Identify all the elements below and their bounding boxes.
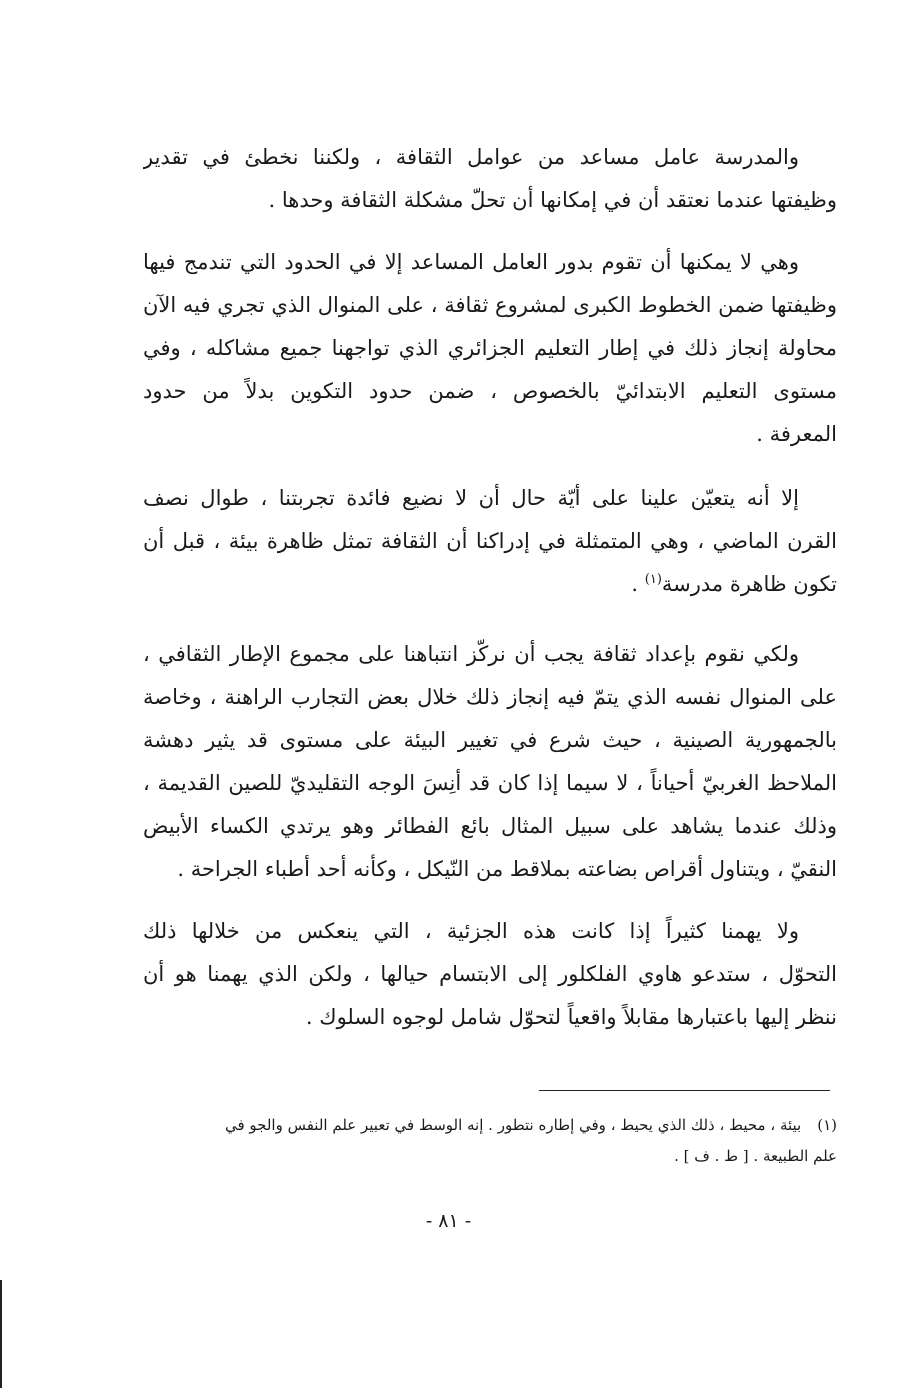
text-line: ننظر إليها باعتبارها مقابلاً واقعياً لتحوّل شامل لوجوه السلوك . xyxy=(305,1005,837,1029)
footnote-reference[interactable]: (١) xyxy=(644,572,662,587)
footnote-marker: (١) xyxy=(817,1116,837,1134)
text-line: وظيفتها ضمن الخطوط الكبرى لمشروع ثقافة ، على المنوال الذي تجري فيه الآن xyxy=(143,293,837,317)
paragraph-4 xyxy=(143,633,837,891)
text-line: النقيّ ، ويتناول أقراص بضاعته بملاقط من النّيكل ، وكأنه أحد أطباء الجراحة . xyxy=(177,857,837,881)
footnote xyxy=(143,1110,837,1172)
text-line: ولا يهمنا كثيراً إذا كانت هذه الجزئية ، التي ينعكس من خلالها ذلك xyxy=(143,919,799,943)
paragraph-2 xyxy=(143,241,837,456)
scan-edge-line xyxy=(0,1280,2,1388)
text-line: والمدرسة عامل مساعد من عوامل الثقافة ، ولكننا نخطئ في تقدير xyxy=(143,145,799,169)
text-fragment: . xyxy=(631,572,645,596)
text-line xyxy=(143,563,837,606)
text-line: مستوى التعليم الابتدائيّ بالخصوص ، ضمن حدود التكوين بدلاً من حدود xyxy=(143,379,837,403)
text-line: إلا أنه يتعيّن علينا على أيّة حال أن لا نضيع فائدة تجربتنا ، طوال نصف xyxy=(143,486,799,510)
text-line: محاولة إنجاز ذلك في إطار التعليم الجزائري الذي تواجهنا جميع مشاكله ، وفي xyxy=(143,336,837,360)
text-line: على المنوال نفسه الذي يتمّ فيه إنجاز ذلك خلال بعض التجارب الراهنة ، وخاصة xyxy=(143,685,837,709)
page-number: - ٨١ - xyxy=(425,1210,472,1232)
footnote-separator xyxy=(539,1090,830,1091)
text-line: التحوّل ، ستدعو هاوي الفلكلور إلى الابتسام حيالها ، ولكن الذي يهمنا هو أن xyxy=(143,962,837,986)
text-line: الملاحظ الغربيّ أحياناً ، لا سيما إذا كان قد أنِسَ الوجه التقليديّ للصين القديمة ، xyxy=(143,771,837,795)
text-line: ولكي نقوم بإعداد ثقافة يجب أن نركّز انتباهنا على مجموع الإطار الثقافي ، xyxy=(143,642,799,666)
footnote-text: بيئة ، محيط ، ذلك الذي يحيط ، وفي إطاره نتطور . إنه الوسط في تعبير علم النفس والجو في xyxy=(224,1116,802,1134)
paragraph-5 xyxy=(143,910,837,1039)
text-line: المعرفة . xyxy=(756,422,837,446)
text-fragment: تكون ظاهرة مدرسة xyxy=(661,572,837,596)
text-line: وظيفتها عندما نعتقد أن في إمكانها أن تحلّ مشكلة الثقافة وحدها . xyxy=(268,188,837,212)
text-line: بالجمهورية الصينية ، حيث شرع في تغيير البيئة على مستوى قد يثير دهشة xyxy=(143,728,837,752)
footnote-line xyxy=(143,1110,837,1141)
paragraph-1 xyxy=(143,136,837,222)
text-line: وهي لا يمكنها أن تقوم بدور العامل المساعد إلا في الحدود التي تندمج فيها xyxy=(143,250,799,274)
text-line: القرن الماضي ، وهي المتمثلة في إدراكنا أن الثقافة تمثل ظاهرة بيئة ، قبل أن xyxy=(143,529,837,553)
text-line: وذلك عندما يشاهد على سبيل المثال بائع الفطائر وهو يرتدي الكساء الأبيض xyxy=(143,814,837,838)
footnote-line: علم الطبيعة . [ ط . ف ] . xyxy=(674,1147,837,1165)
paragraph-3 xyxy=(143,477,837,606)
